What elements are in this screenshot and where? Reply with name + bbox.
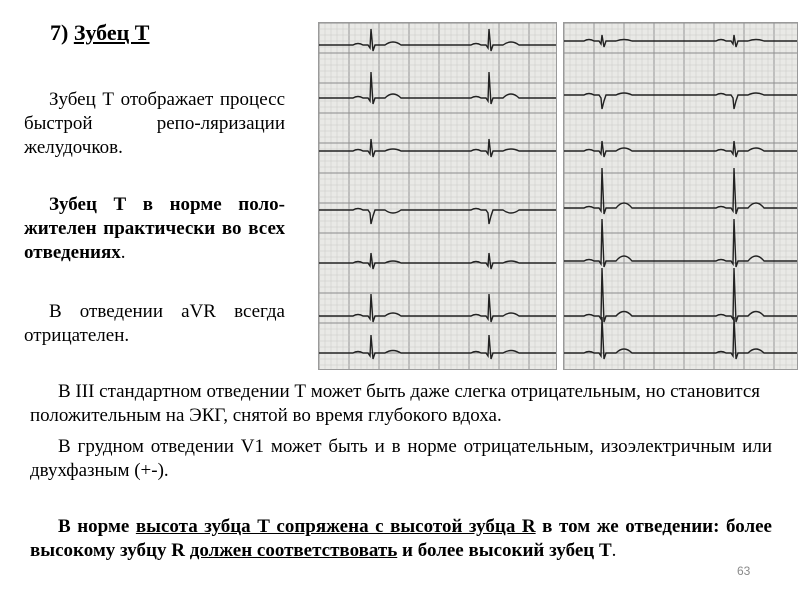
p6-b: высота зубца Т сопряжена с высотой зубца R: [135, 516, 536, 537]
paragraph-lead-v1: В грудном отведении V1 может быть и в норме отрицательным, изоэлектричным или двухфазным (+-).: [30, 436, 772, 481]
ecg-trace-left-2: [319, 139, 556, 157]
ecg-image-chest-leads: [563, 22, 798, 370]
page-number: 63: [737, 564, 751, 578]
p6-e: и более высокий зубец Т: [397, 540, 612, 561]
title-text: Зубец Т: [73, 20, 150, 45]
paragraph-t-wave-normal: [24, 193, 285, 265]
ecg-trace-left-4: [319, 253, 556, 269]
paragraph-t-wave-definition: Зубец Т отображает процесс быстрой репо-ляризации желудочков.: [24, 89, 285, 158]
paragraph-lead-iii: В III стандартном отведении Т может быть даже слегка отрицательным, но становится положительным на ЭКГ, снятой во время глубокого вдоха.: [30, 381, 760, 426]
title-number: 7): [50, 20, 74, 45]
ecg-trace-left-0: [319, 29, 556, 51]
ecg-trace-left-5: [319, 294, 556, 322]
p6-a: В норме: [58, 516, 136, 537]
ecg-limb-leads-trace: [319, 23, 556, 369]
p6-d: должен соответствовать: [189, 540, 398, 561]
slide-title: [50, 20, 149, 46]
p6-f: .: [611, 540, 617, 561]
p6-c: в том же отведении: более высокому зубцу R: [30, 516, 772, 561]
ecg-image-limb-leads: [318, 22, 557, 370]
paragraph-avr: В отведении aVR всегда отрицателен.: [24, 301, 285, 346]
p2-period: .: [120, 242, 126, 263]
ecg-chest-leads-trace: [564, 23, 797, 369]
p2-bold: Зубец Т в норме поло-жителен практически во всех отведениях: [24, 194, 285, 263]
paragraph-t-r-relation: [30, 515, 772, 563]
ecg-trace-left-3: [319, 209, 556, 225]
